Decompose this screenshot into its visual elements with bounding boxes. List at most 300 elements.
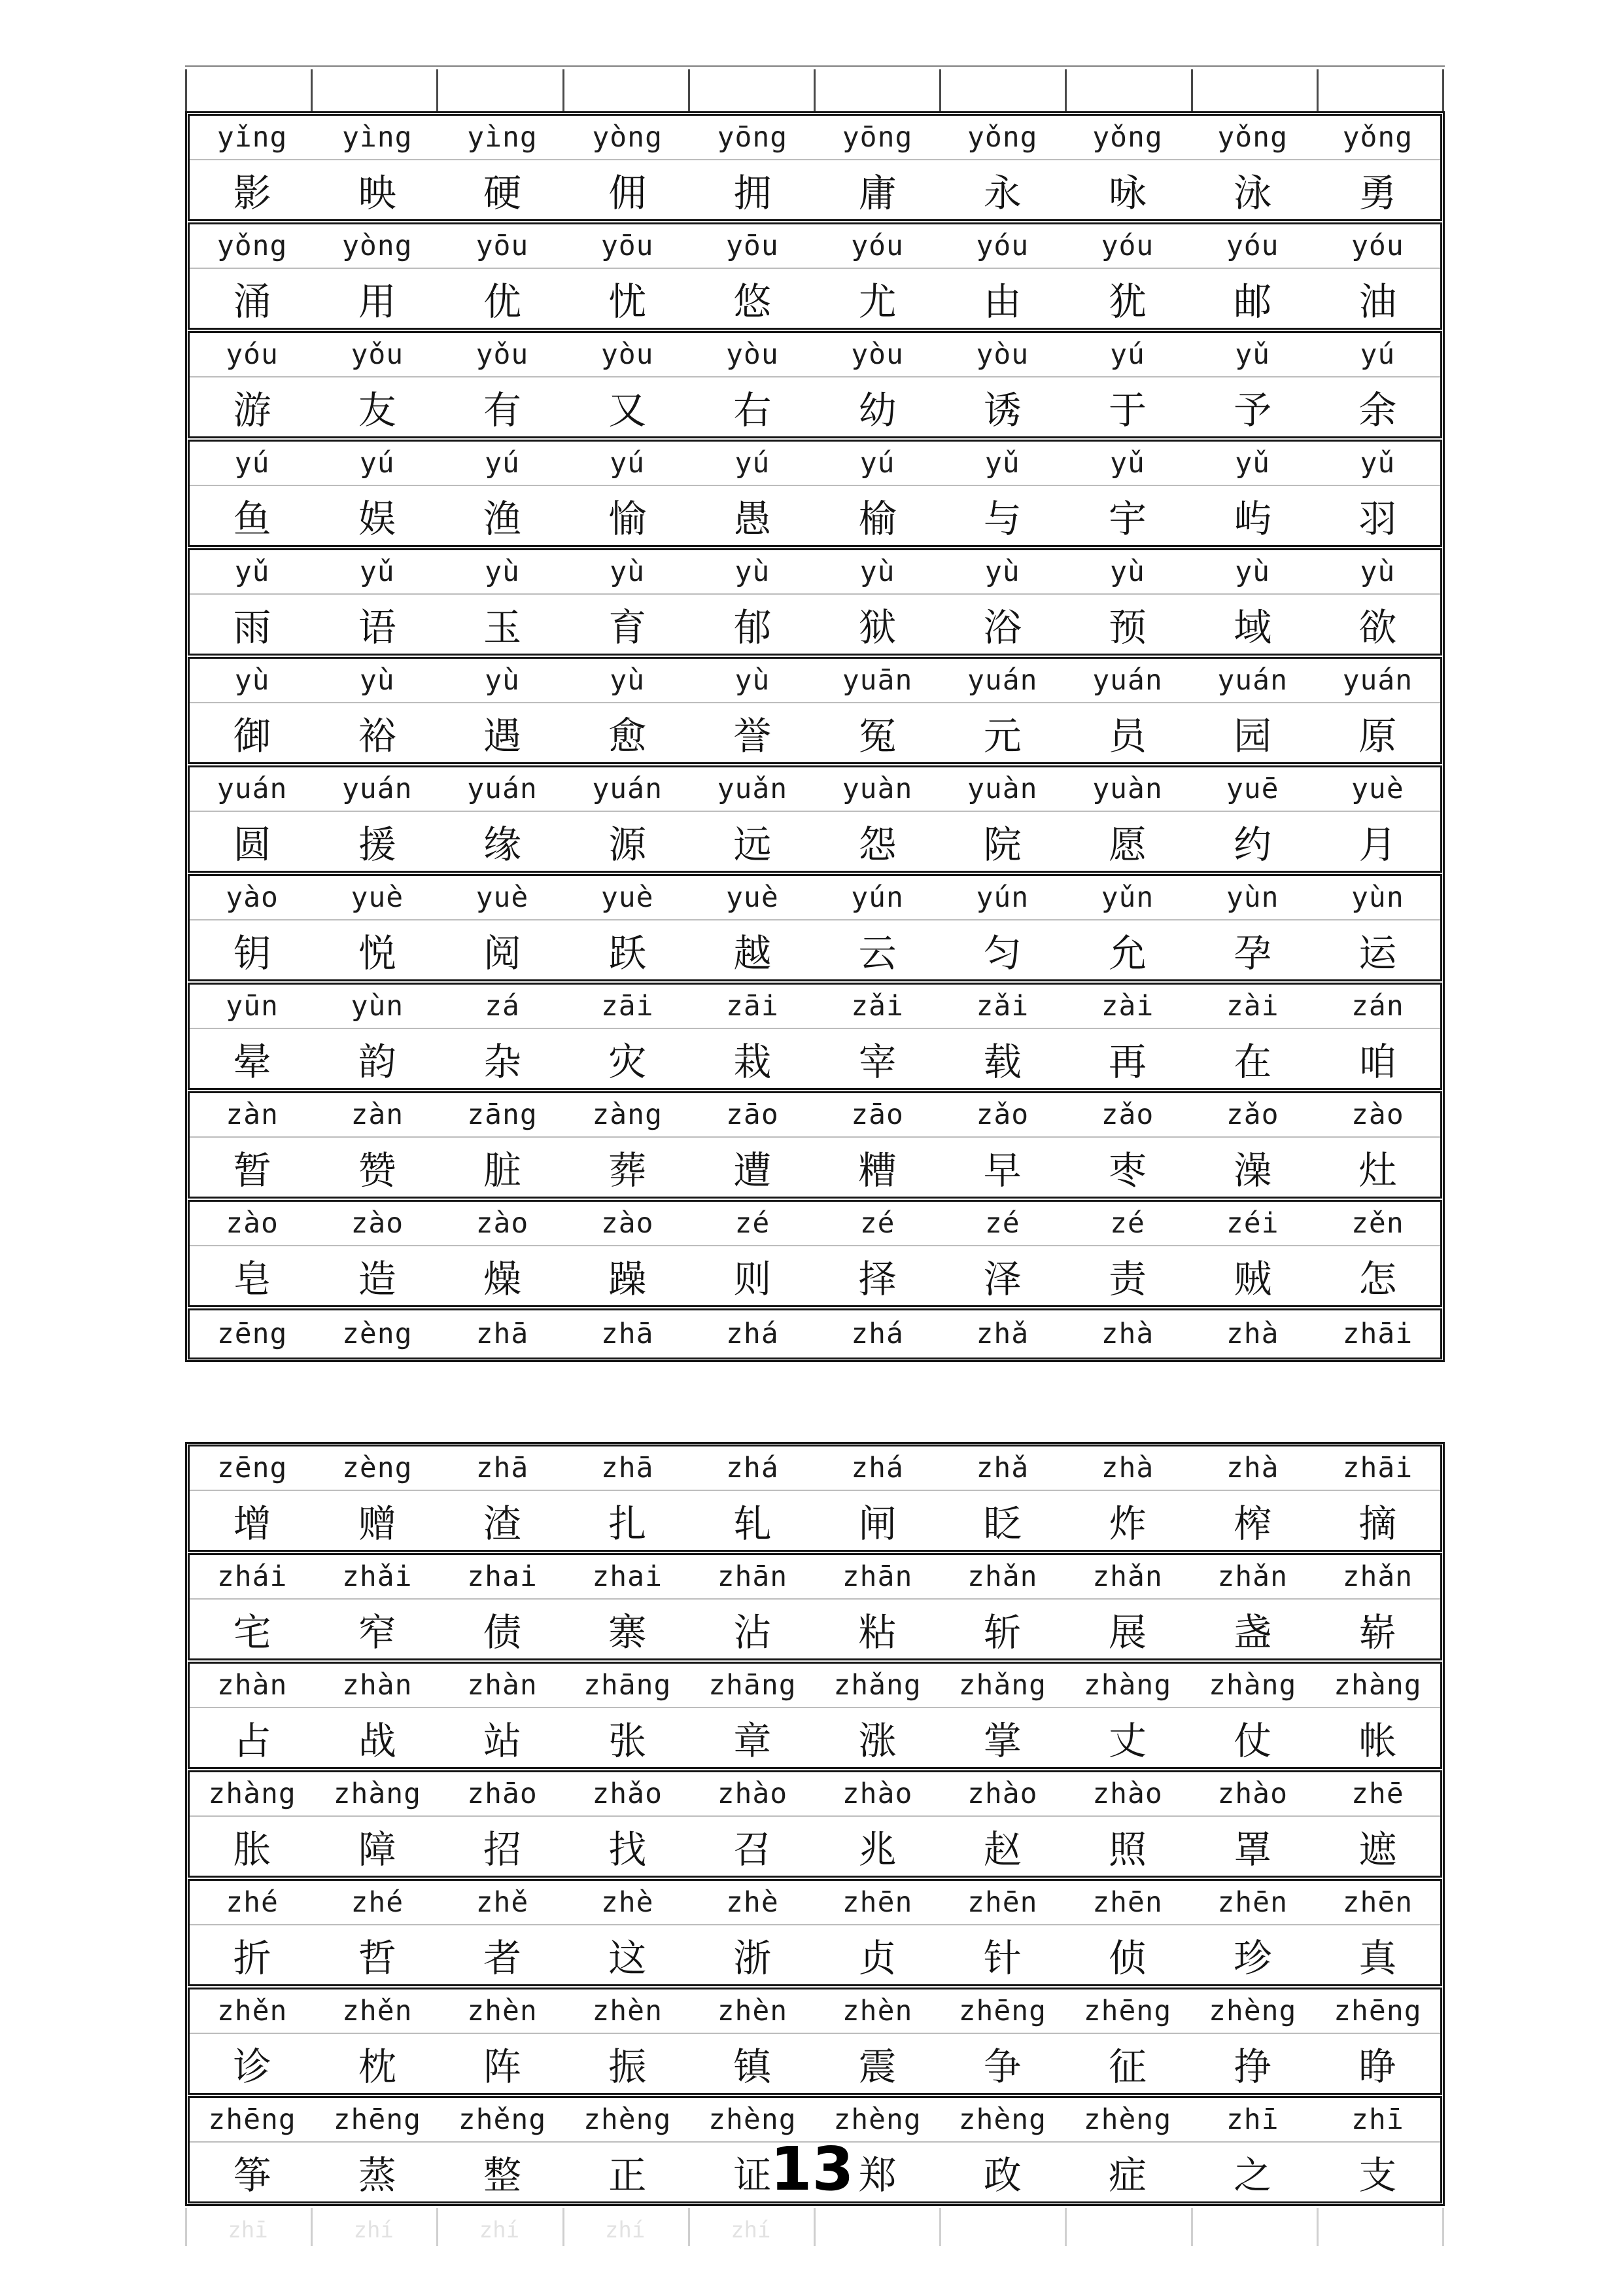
pinyin-cell: zhī <box>1315 2098 1440 2143</box>
pinyin-cell: zhǎ <box>940 1446 1065 1491</box>
hanzi-cell: 贞 <box>858 1936 897 1980</box>
hanzi-cell: 征 <box>1108 2044 1147 2089</box>
bleedthrough-gridline <box>1065 2208 1067 2246</box>
pinyin-cell: yòu <box>690 333 815 377</box>
pinyin-cell: yuè <box>1315 767 1440 812</box>
hanzi-cell: 暂 <box>233 1148 271 1193</box>
hanzi-cell: 站 <box>483 1719 521 1763</box>
hanzi-cell: 泳 <box>1234 171 1272 215</box>
pinyin-cell: zhǎo <box>565 1772 690 1817</box>
hanzi-cell: 针 <box>983 1936 1022 1980</box>
pinyin-cell: zēng <box>216 1318 288 1350</box>
hanzi-cell: 正 <box>608 2153 647 2198</box>
hanzi-cell: 窄 <box>358 1610 396 1655</box>
hanzi-cell: 症 <box>1108 2153 1147 2198</box>
hanzi-cell: 寨 <box>608 1610 647 1655</box>
pinyin-hanzi-row <box>188 548 1442 656</box>
hanzi-cell: 赠 <box>358 1501 396 1546</box>
hanzi-cell: 跃 <box>608 931 647 975</box>
hanzi-cell: 原 <box>1358 714 1397 758</box>
pinyin-cell: zāo <box>815 1093 940 1138</box>
hanzi-cell: 宅 <box>233 1610 271 1655</box>
hanzi-cell: 早 <box>983 1148 1022 1193</box>
pinyin-cell: zhēn <box>815 1881 940 1925</box>
pinyin-cell: zhào <box>940 1772 1065 1817</box>
pinyin-cell: zhàng <box>1315 1664 1440 1708</box>
hanzi-cell: 阅 <box>483 931 521 975</box>
pinyin-cell: yuán <box>565 767 690 812</box>
pinyin-cell: zhàng <box>190 1772 315 1817</box>
pinyin-cell: zhèng <box>815 2098 940 2143</box>
pinyin-cell: zhé <box>190 1881 315 1925</box>
hanzi-cell: 照 <box>1108 1827 1147 1872</box>
pinyin-cell: zhāng <box>565 1664 690 1708</box>
pinyin-cell: zài <box>1065 985 1190 1029</box>
hanzi-cell: 仗 <box>1234 1719 1272 1763</box>
hanzi-cell: 誉 <box>733 714 772 758</box>
pinyin-cell: yǔ <box>1190 333 1315 377</box>
pinyin-cell: zǎo <box>940 1093 1065 1138</box>
pinyin-cell: zào <box>565 1202 690 1246</box>
hanzi-cell: 拥 <box>733 171 772 215</box>
pinyin-cell: zhē <box>1315 1772 1440 1817</box>
bleedthrough-text: zhí <box>479 2217 520 2243</box>
pinyin-cell: zhǎn <box>1190 1555 1315 1600</box>
pinyin-cell: zhè <box>565 1881 690 1925</box>
cutoff-row-gridline <box>311 69 313 111</box>
pinyin-cell: yú <box>315 442 440 486</box>
pinyin-hanzi-row <box>188 440 1442 547</box>
hanzi-cell: 涨 <box>858 1719 897 1763</box>
pinyin-hanzi-table-1 <box>185 111 1445 1362</box>
pinyin-cell: zhè <box>690 1881 815 1925</box>
pinyin-cell: zhǎn <box>1315 1555 1440 1600</box>
hanzi-cell: 月 <box>1358 822 1397 867</box>
pinyin-cell: yú <box>690 442 815 486</box>
pinyin-cell: yú <box>565 442 690 486</box>
pinyin-hanzi-row <box>188 657 1442 764</box>
pinyin-cell: yú <box>1065 333 1190 377</box>
pinyin-cell: zhèng <box>1190 1989 1315 2034</box>
hanzi-cell: 浴 <box>983 605 1022 650</box>
pinyin-cell: zào <box>440 1202 564 1246</box>
pinyin-cell: zhai <box>440 1555 564 1600</box>
pinyin-cell: zhā <box>565 1446 690 1491</box>
pinyin-cell: zhēn <box>1190 1881 1315 1925</box>
pinyin-cell: zhā <box>475 1318 529 1350</box>
pinyin-cell: zhāng <box>690 1664 815 1708</box>
pinyin-cell: zhā <box>600 1318 654 1350</box>
pinyin-cell: yǔn <box>1065 876 1190 920</box>
hanzi-cell: 雨 <box>233 605 271 650</box>
hanzi-cell: 愚 <box>733 497 772 541</box>
pinyin-cell: zhǎi <box>315 1555 440 1600</box>
bleedthrough-row-bottom <box>185 2208 1445 2246</box>
pinyin-cell: zài <box>1190 985 1315 1029</box>
pinyin-cell: zhēng <box>1315 1989 1440 2034</box>
pinyin-cell: yóu <box>1190 224 1315 269</box>
hanzi-cell: 游 <box>233 388 271 432</box>
hanzi-cell: 盏 <box>1234 1610 1272 1655</box>
pinyin-cell: yù <box>190 659 315 703</box>
pinyin-cell: zàng <box>565 1093 690 1138</box>
bleedthrough-gridline <box>939 2208 941 2246</box>
pinyin-cell: yòu <box>565 333 690 377</box>
hanzi-cell: 预 <box>1108 605 1147 650</box>
pinyin-cell: zhèn <box>565 1989 690 2034</box>
hanzi-cell: 帐 <box>1358 1719 1397 1763</box>
hanzi-cell: 约 <box>1234 822 1272 867</box>
pinyin-cell: zé <box>815 1202 940 1246</box>
pinyin-cell: zhàn <box>190 1664 315 1708</box>
hanzi-cell: 增 <box>233 1501 271 1546</box>
pinyin-cell: zào <box>190 1202 315 1246</box>
pinyin-cell: yuè <box>565 876 690 920</box>
pinyin-cell: yuē <box>1190 767 1315 812</box>
pinyin-cell: yòu <box>815 333 940 377</box>
cutoff-row-top <box>185 60 1445 111</box>
hanzi-cell: 这 <box>608 1936 647 1980</box>
hanzi-cell: 右 <box>733 388 772 432</box>
pinyin-cell: yǔ <box>1315 442 1440 486</box>
pinyin-cell: yǒng <box>190 224 315 269</box>
pinyin-cell: zhàn <box>315 1664 440 1708</box>
hanzi-cell: 邮 <box>1234 279 1272 324</box>
pinyin-cell: yù <box>815 550 940 595</box>
hanzi-cell: 永 <box>983 171 1022 215</box>
hanzi-cell: 澡 <box>1234 1148 1272 1193</box>
pinyin-cell: zhèng <box>565 2098 690 2143</box>
hanzi-cell: 造 <box>358 1257 396 1301</box>
page-number: 13 <box>770 2134 854 2204</box>
hanzi-cell: 语 <box>358 605 396 650</box>
pinyin-cell: yùn <box>1190 876 1315 920</box>
hanzi-cell: 由 <box>983 279 1022 324</box>
pinyin-cell: zào <box>1315 1093 1440 1138</box>
bleedthrough-gridline <box>814 2208 816 2246</box>
pinyin-cell: zhěng <box>440 2098 564 2143</box>
pinyin-cell: zhēn <box>940 1881 1065 1925</box>
hanzi-cell: 争 <box>983 2044 1022 2089</box>
pinyin-cell: yòng <box>315 224 440 269</box>
hanzi-cell: 招 <box>483 1827 521 1872</box>
hanzi-cell: 与 <box>983 497 1022 541</box>
hanzi-cell: 展 <box>1108 1610 1147 1655</box>
pinyin-cell: zàn <box>190 1093 315 1138</box>
hanzi-cell: 宰 <box>858 1040 897 1084</box>
pinyin-cell: zhān <box>815 1555 940 1600</box>
pinyin-cell: yǐng <box>190 116 315 160</box>
pinyin-hanzi-row <box>188 1770 1442 1878</box>
hanzi-cell: 宇 <box>1108 497 1147 541</box>
pinyin-cell: zhèng <box>940 2098 1065 2143</box>
pinyin-cell: zhà <box>1226 1318 1279 1350</box>
pinyin-cell: yuè <box>315 876 440 920</box>
pinyin-cell: zǎi <box>940 985 1065 1029</box>
pinyin-cell: yuán <box>1065 659 1190 703</box>
hanzi-cell: 诱 <box>983 388 1022 432</box>
bleedthrough-gridline <box>1442 2208 1444 2246</box>
hanzi-cell: 硬 <box>483 171 521 215</box>
hanzi-cell: 真 <box>1358 1936 1397 1980</box>
pinyin-only-row <box>188 1308 1442 1359</box>
pinyin-cell: yōu <box>440 224 564 269</box>
hanzi-cell: 灾 <box>608 1040 647 1084</box>
hanzi-cell: 屿 <box>1234 497 1272 541</box>
pinyin-cell: zhá <box>690 1446 815 1491</box>
hanzi-cell: 忧 <box>608 279 647 324</box>
pinyin-cell: yún <box>940 876 1065 920</box>
hanzi-cell: 油 <box>1358 279 1397 324</box>
pinyin-cell: yǔ <box>1190 442 1315 486</box>
pinyin-hanzi-row <box>188 1662 1442 1769</box>
pinyin-cell: zhèn <box>815 1989 940 2034</box>
hanzi-cell: 躁 <box>608 1257 647 1301</box>
pinyin-cell: zhèn <box>440 1989 564 2034</box>
hanzi-cell: 闸 <box>858 1501 897 1546</box>
pinyin-cell: zhēng <box>315 2098 440 2143</box>
pinyin-cell: yòng <box>565 116 690 160</box>
pinyin-cell: yuàn <box>1065 767 1190 812</box>
pinyin-cell: yù <box>1190 550 1315 595</box>
pinyin-hanzi-row <box>188 1988 1442 2095</box>
pinyin-hanzi-row <box>188 874 1442 981</box>
pinyin-cell: zhé <box>315 1881 440 1925</box>
cutoff-row-gridline <box>185 69 187 111</box>
pinyin-cell: zhèn <box>690 1989 815 2034</box>
pinyin-cell: zhá <box>851 1318 904 1350</box>
hanzi-cell: 用 <box>358 279 396 324</box>
hanzi-cell: 之 <box>1234 2153 1272 2198</box>
pinyin-cell: zǎo <box>1065 1093 1190 1138</box>
hanzi-cell: 眨 <box>983 1501 1022 1546</box>
cutoff-row-gridline <box>1442 69 1444 111</box>
pinyin-hanzi-row <box>188 1445 1442 1552</box>
hanzi-cell: 脏 <box>483 1148 521 1193</box>
hanzi-cell: 育 <box>608 605 647 650</box>
hanzi-cell: 咏 <box>1108 171 1147 215</box>
hanzi-cell: 怎 <box>1358 1257 1397 1301</box>
pinyin-hanzi-row <box>188 983 1442 1090</box>
pinyin-cell: yǔ <box>940 442 1065 486</box>
pinyin-cell: zhá <box>726 1318 779 1350</box>
pinyin-cell: yǒng <box>1190 116 1315 160</box>
hanzi-cell: 崭 <box>1358 1610 1397 1655</box>
pinyin-cell: zhǎ <box>976 1318 1029 1350</box>
hanzi-cell: 郁 <box>733 605 772 650</box>
pinyin-cell: zèng <box>342 1318 413 1350</box>
pinyin-cell: zēng <box>190 1446 315 1491</box>
pinyin-cell: zāng <box>440 1093 564 1138</box>
hanzi-cell: 映 <box>358 171 396 215</box>
hanzi-cell: 娱 <box>358 497 396 541</box>
hanzi-cell: 枣 <box>1108 1148 1147 1193</box>
pinyin-cell: yuàn <box>815 767 940 812</box>
hanzi-cell: 圆 <box>233 822 271 867</box>
pinyin-cell: zán <box>1315 985 1440 1029</box>
hanzi-cell: 筝 <box>233 2153 271 2198</box>
pinyin-cell: yǔ <box>315 550 440 595</box>
pinyin-cell: yù <box>940 550 1065 595</box>
hanzi-cell: 则 <box>733 1257 772 1301</box>
cutoff-row-line <box>185 65 1445 67</box>
bleedthrough-text: zhí <box>604 2217 646 2243</box>
pinyin-hanzi-row <box>188 331 1442 438</box>
hanzi-cell: 悠 <box>733 279 772 324</box>
hanzi-cell: 章 <box>733 1719 772 1763</box>
hanzi-cell: 在 <box>1234 1040 1272 1084</box>
pinyin-cell: yù <box>1315 550 1440 595</box>
hanzi-cell: 震 <box>858 2044 897 2089</box>
pinyin-cell: zhī <box>1190 2098 1315 2143</box>
hanzi-cell: 佣 <box>608 171 647 215</box>
hanzi-cell: 友 <box>358 388 396 432</box>
pinyin-cell: yùn <box>315 985 440 1029</box>
hanzi-cell: 支 <box>1358 2153 1397 2198</box>
hanzi-cell: 勇 <box>1358 171 1397 215</box>
pinyin-hanzi-row <box>188 1553 1442 1660</box>
hanzi-cell: 罩 <box>1234 1827 1272 1872</box>
hanzi-cell: 证 <box>733 2153 772 2198</box>
hanzi-cell: 燥 <box>483 1257 521 1301</box>
hanzi-cell: 御 <box>233 714 271 758</box>
pinyin-cell: zhàng <box>1065 1664 1190 1708</box>
pinyin-cell: yù <box>690 659 815 703</box>
hanzi-cell: 折 <box>233 1936 271 1980</box>
bleedthrough-text: zhī <box>228 2217 268 2243</box>
hanzi-cell: 债 <box>483 1610 521 1655</box>
pinyin-cell: zāi <box>565 985 690 1029</box>
pinyin-cell: yú <box>815 442 940 486</box>
document-sheet <box>185 0 1445 2246</box>
pinyin-hanzi-row <box>188 222 1442 330</box>
pinyin-cell: yǒng <box>1315 116 1440 160</box>
hanzi-cell: 阵 <box>483 2044 521 2089</box>
pinyin-cell: yóu <box>815 224 940 269</box>
hanzi-cell: 院 <box>983 822 1022 867</box>
hanzi-cell: 侦 <box>1108 1936 1147 1980</box>
hanzi-cell: 悦 <box>358 931 396 975</box>
pinyin-cell: zhēn <box>1065 1881 1190 1925</box>
pinyin-cell: zhào <box>815 1772 940 1817</box>
pinyin-cell: zhāi <box>1342 1318 1413 1350</box>
pinyin-cell: zhǎng <box>940 1664 1065 1708</box>
hanzi-cell: 缘 <box>483 822 521 867</box>
pinyin-cell: zhēng <box>940 1989 1065 2034</box>
pinyin-cell: yìng <box>440 116 564 160</box>
pinyin-cell: zěn <box>1315 1202 1440 1246</box>
hanzi-cell: 尤 <box>858 279 897 324</box>
hanzi-cell: 狱 <box>858 605 897 650</box>
pinyin-cell: zǎi <box>815 985 940 1029</box>
hanzi-cell: 运 <box>1358 931 1397 975</box>
hanzi-cell: 浙 <box>733 1936 772 1980</box>
hanzi-cell: 庸 <box>858 171 897 215</box>
pinyin-cell: zá <box>440 985 564 1029</box>
hanzi-cell: 怨 <box>858 822 897 867</box>
pinyin-cell: yuán <box>190 767 315 812</box>
pinyin-cell: zhēn <box>1315 1881 1440 1925</box>
pinyin-cell: yǔ <box>190 550 315 595</box>
pinyin-hanzi-row <box>188 1091 1442 1199</box>
hanzi-cell: 韵 <box>358 1040 396 1084</box>
pinyin-hanzi-row <box>188 114 1442 221</box>
pinyin-cell: zhèng <box>1065 2098 1190 2143</box>
hanzi-cell: 有 <box>483 388 521 432</box>
pinyin-hanzi-row <box>188 1879 1442 1986</box>
hanzi-cell: 摘 <box>1358 1501 1397 1546</box>
pinyin-cell: zhā <box>440 1446 564 1491</box>
hanzi-cell: 斩 <box>983 1610 1022 1655</box>
pinyin-cell: zāo <box>690 1093 815 1138</box>
pinyin-cell: zhēng <box>190 2098 315 2143</box>
hanzi-cell: 扎 <box>608 1501 647 1546</box>
hanzi-cell: 涌 <box>233 279 271 324</box>
pinyin-cell: zé <box>940 1202 1065 1246</box>
pinyin-hanzi-table-2 <box>185 1442 1445 2206</box>
hanzi-cell: 枕 <box>358 2044 396 2089</box>
pinyin-cell: zhǎn <box>940 1555 1065 1600</box>
hanzi-cell: 战 <box>358 1719 396 1763</box>
hanzi-cell: 允 <box>1108 931 1147 975</box>
hanzi-cell: 援 <box>358 822 396 867</box>
pinyin-cell: yǒu <box>440 333 564 377</box>
hanzi-cell: 遭 <box>733 1148 772 1193</box>
hanzi-cell: 张 <box>608 1719 647 1763</box>
pinyin-cell: yóu <box>1315 224 1440 269</box>
hanzi-cell: 影 <box>233 171 271 215</box>
hanzi-cell: 赞 <box>358 1148 396 1193</box>
hanzi-cell: 愈 <box>608 714 647 758</box>
pinyin-cell: zhà <box>1065 1446 1190 1491</box>
pinyin-cell: zhēng <box>1065 1989 1190 2034</box>
pinyin-cell: yōu <box>565 224 690 269</box>
pinyin-cell: yù <box>690 550 815 595</box>
bleedthrough-gridline <box>1191 2208 1193 2246</box>
pinyin-hanzi-row <box>188 1200 1442 1307</box>
pinyin-cell: zhàng <box>315 1772 440 1817</box>
pinyin-cell: yú <box>190 442 315 486</box>
pinyin-cell: yóu <box>1065 224 1190 269</box>
hanzi-cell: 咱 <box>1358 1040 1397 1084</box>
pinyin-cell: yǒng <box>940 116 1065 160</box>
pinyin-cell: yù <box>440 659 564 703</box>
pinyin-cell: yún <box>815 876 940 920</box>
hanzi-cell: 愉 <box>608 497 647 541</box>
hanzi-cell: 远 <box>733 822 772 867</box>
pinyin-cell: yuàn <box>940 767 1065 812</box>
hanzi-cell: 裕 <box>358 714 396 758</box>
hanzi-cell: 愿 <box>1108 822 1147 867</box>
hanzi-cell: 沾 <box>733 1610 772 1655</box>
cutoff-row-gridline <box>1191 69 1193 111</box>
pinyin-cell: zhà <box>1101 1318 1154 1350</box>
cutoff-row-gridline <box>814 69 816 111</box>
pinyin-cell: yuán <box>1190 659 1315 703</box>
bleedthrough-text: zhí <box>353 2217 394 2243</box>
pinyin-cell: zé <box>1065 1202 1190 1246</box>
pinyin-cell: yóu <box>190 333 315 377</box>
pinyin-cell: yuè <box>440 876 564 920</box>
pinyin-cell: yuán <box>940 659 1065 703</box>
hanzi-cell: 员 <box>1108 714 1147 758</box>
hanzi-cell: 冤 <box>858 714 897 758</box>
hanzi-cell: 灶 <box>1358 1148 1397 1193</box>
hanzi-cell: 珍 <box>1234 1936 1272 1980</box>
pinyin-cell: zàn <box>315 1093 440 1138</box>
hanzi-cell: 鱼 <box>233 497 271 541</box>
cutoff-row-gridline <box>1317 69 1319 111</box>
